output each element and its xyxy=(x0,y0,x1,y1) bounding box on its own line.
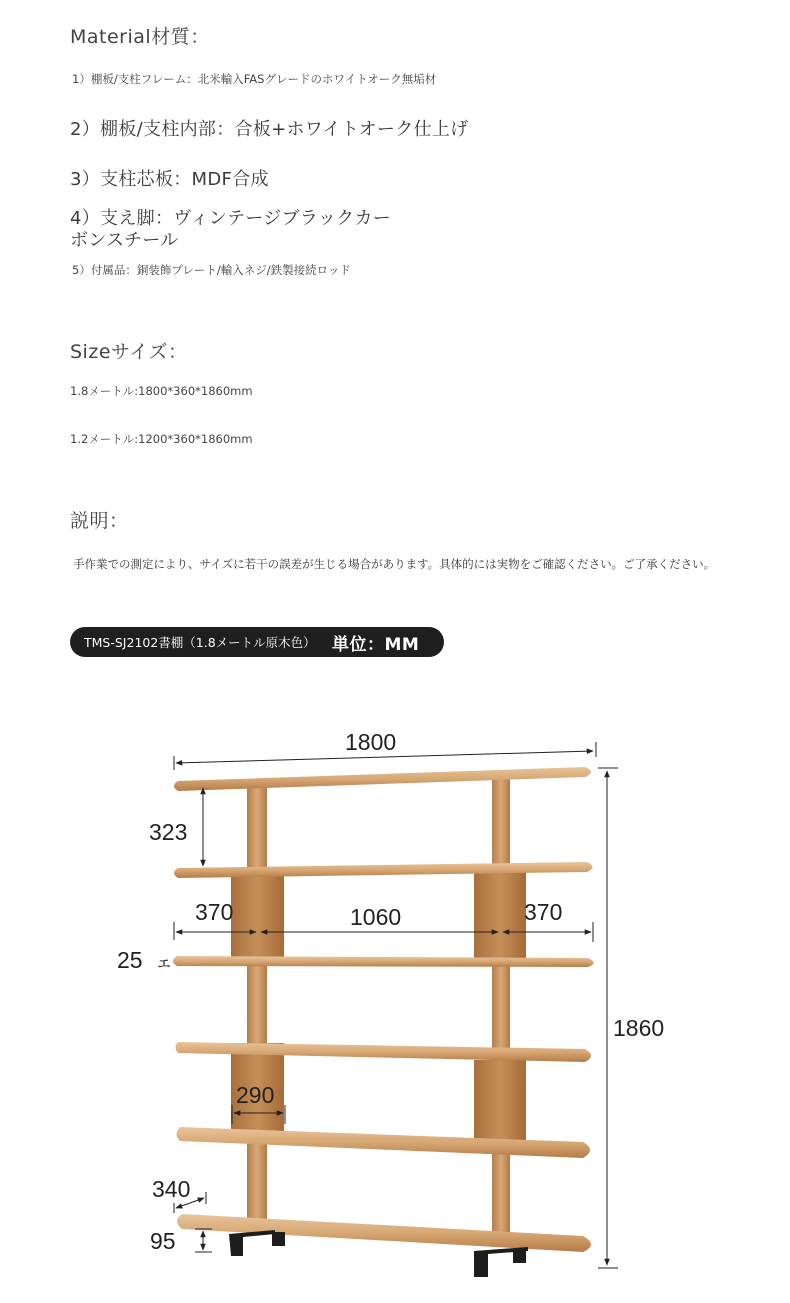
left-back-leg xyxy=(272,1232,285,1246)
shelf-2 xyxy=(174,862,593,878)
bookshelf-diagram xyxy=(0,700,790,1300)
post-width-label: 290 xyxy=(236,1082,275,1108)
unit-label: 単位：MM xyxy=(332,634,420,655)
model-pill xyxy=(70,627,444,657)
thickness-unit-mark: ェ xyxy=(155,952,173,972)
material-item-5: 5）付属品：銅装飾プレート/輸入ネジ/鉄製接続ロッド xyxy=(72,263,351,277)
size-item-1: 1.8メートル:1800*360*1860mm xyxy=(70,384,253,398)
note-text: 手作業での測定により、サイズに若干の誤差が生じる場合があります。具体的には実物をご確認ください。ご了承ください。 xyxy=(73,557,716,571)
material-item-4-line1: 4）支え脚：ヴィンテージブラックカー xyxy=(70,208,392,229)
left-post-upper xyxy=(247,784,267,1224)
material-item-4-line2: ボンスチール xyxy=(70,230,179,251)
model-label: TMS-SJ2102書棚（1.8メートル原木色） xyxy=(84,635,316,650)
material-item-1: 1）棚板/支柱フレーム：北米輸入FASグレードのホワイトオーク無垢材 xyxy=(72,72,437,86)
shelf-thickness-label: 25 xyxy=(117,947,143,973)
material-item-3: 3）支柱芯板：MDF合成 xyxy=(70,169,269,190)
shelf-1 xyxy=(174,767,591,791)
right-post-upper xyxy=(492,777,510,1247)
base-depth-label: 340 xyxy=(152,1176,191,1202)
center-span-label: 1060 xyxy=(350,904,402,930)
shelf-gap-label: 323 xyxy=(149,819,188,845)
leg-height-label: 95 xyxy=(150,1228,176,1254)
note-heading: 説明： xyxy=(70,510,129,532)
left-offset-label: 370 xyxy=(195,899,234,925)
right-panel-top xyxy=(474,872,526,960)
left-front-leg xyxy=(229,1230,275,1256)
size-item-2: 1.2メートル:1200*360*1860mm xyxy=(70,432,253,446)
right-offset-label: 370 xyxy=(524,899,563,925)
shelf-5 xyxy=(177,1127,591,1158)
left-panel-top xyxy=(231,872,284,960)
material-heading: Material材質： xyxy=(70,26,210,48)
size-heading: Sizeサイズ： xyxy=(70,341,188,363)
material-item-2: 2）棚板/支柱内部：合板+ホワイトオーク仕上げ xyxy=(70,119,469,140)
shelf-3 xyxy=(173,956,594,967)
right-back-leg xyxy=(513,1249,526,1263)
width-label: 1800 xyxy=(345,729,397,755)
right-panel-bottom xyxy=(474,1060,526,1148)
height-label: 1860 xyxy=(613,1015,665,1041)
